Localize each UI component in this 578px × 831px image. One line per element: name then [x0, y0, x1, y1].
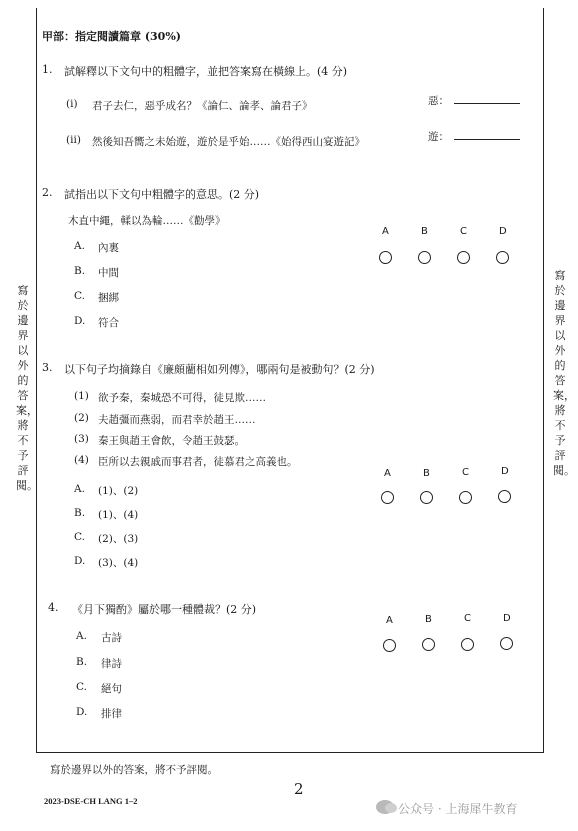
q4-bubble-c[interactable]: [461, 638, 474, 651]
q3-sentence-3-text: 秦王與趙王會飲，令趙王鼓瑟。: [98, 435, 245, 447]
q1-item-ii-text: 然後知吾嚮之未始遊，遊於是乎始……《始得西山宴遊記》: [92, 136, 365, 148]
q2-stem: 試指出以下文句中粗體字的意思。(2 分): [64, 188, 260, 201]
q4-choice-d-letter: D.: [76, 706, 88, 718]
q1-number: 1.: [42, 63, 53, 76]
q1-item-ii-answer-line[interactable]: [454, 139, 520, 140]
q2-bubble-label-b: B: [421, 226, 428, 237]
section-title: 甲部：指定閱讀篇章 (30%): [42, 30, 181, 43]
q4-bubble-b[interactable]: [422, 638, 435, 651]
q3-choice-b-letter: B.: [74, 507, 86, 519]
q3-sentence-2-number: (2): [74, 412, 89, 424]
page-number: 2: [294, 780, 304, 798]
watermark-text: 公众号 · 上海犀牛教育: [398, 802, 518, 816]
q3-choice-d-text: (3)、(4): [98, 557, 139, 569]
q3-sentence-2-text: 夫趙彊而燕弱，而君幸於趙王……: [98, 414, 256, 426]
wechat-icon: [376, 800, 394, 814]
q4-choice-b-text: 律詩: [101, 658, 122, 670]
q3-choice-a-text: (1)、(2): [98, 485, 139, 497]
q1-item-i-blank-label: 惡：: [428, 95, 449, 107]
q1-item-ii-blank-label: 遊：: [428, 131, 449, 143]
q4-choice-c-letter: C.: [76, 681, 87, 693]
q2-bubble-b[interactable]: [418, 251, 431, 264]
q4-choice-c-text: 絕句: [101, 683, 122, 695]
q4-bubble-label-b: B: [425, 614, 432, 625]
q2-choice-d-letter: D.: [74, 315, 86, 327]
q1-item-i-answer-line[interactable]: [454, 103, 520, 104]
q2-number: 2.: [42, 186, 53, 199]
q2-choice-a-text: 內裏: [98, 242, 119, 254]
q3-stem: 以下句子均摘錄自《廉頗藺相如列傳》，哪兩句是被動句？(2 分): [64, 363, 375, 376]
q4-choice-d-text: 排律: [101, 708, 122, 720]
q2-bubble-label-c: C: [460, 226, 467, 237]
q4-bubble-label-a: A: [386, 615, 393, 626]
right-margin-note: 寫於邊界以外的答案，將不予評閱。: [553, 269, 575, 477]
q2-bubble-label-d: D: [499, 226, 507, 237]
q3-bubble-label-b: B: [423, 468, 430, 479]
q3-bubble-d[interactable]: [498, 490, 511, 503]
q4-bubble-label-c: C: [464, 613, 471, 624]
q2-bubble-label-a: A: [382, 226, 389, 237]
q3-choice-a-letter: A.: [74, 483, 85, 495]
q3-sentence-3-number: (3): [74, 433, 89, 445]
q1-item-i-number: (i): [66, 98, 78, 110]
q3-bubble-b[interactable]: [420, 491, 433, 504]
q3-bubble-c[interactable]: [459, 491, 472, 504]
q2-choice-c-letter: C.: [74, 290, 85, 302]
q1-item-ii-number: (ii): [66, 134, 81, 146]
q2-choice-b-letter: B.: [74, 265, 86, 277]
q3-bubble-label-d: D: [501, 466, 509, 477]
q1-stem: 試解釋以下文句中的粗體字，並把答案寫在橫線上。(4 分): [64, 65, 348, 78]
q3-choice-c-letter: C.: [74, 531, 85, 543]
q4-number: 4.: [48, 601, 59, 614]
q4-bubble-a[interactable]: [383, 639, 396, 652]
q3-choice-b-text: (1)、(4): [98, 509, 139, 521]
q4-choice-b-letter: B.: [76, 656, 88, 668]
q4-bubble-d[interactable]: [500, 637, 513, 650]
q2-bubble-c[interactable]: [457, 251, 470, 264]
q4-bubble-label-d: D: [503, 613, 511, 624]
q2-choice-a-letter: A.: [74, 240, 85, 252]
q2-bubble-a[interactable]: [379, 251, 392, 264]
q3-sentence-4-number: (4): [74, 454, 89, 466]
q3-bubble-label-c: C: [462, 467, 469, 478]
q2-choice-c-text: 捆綁: [98, 292, 119, 304]
q3-number: 3.: [42, 361, 53, 374]
q3-choice-c-text: (2)、(3): [98, 533, 139, 545]
q4-choice-a-text: 古詩: [101, 632, 122, 644]
q2-choice-d-text: 符合: [98, 317, 119, 329]
q4-choice-a-letter: A.: [76, 630, 87, 642]
q2-choice-b-text: 中間: [98, 267, 119, 279]
q3-choice-d-letter: D.: [74, 555, 86, 567]
q4-stem: 《月下獨酌》屬於哪一種體裁？(2 分): [72, 603, 257, 616]
q3-bubble-a[interactable]: [381, 491, 394, 504]
q1-item-i-text: 君子去仁，惡乎成名？《論仁、論孝、論君子》: [92, 100, 313, 112]
q2-quote: 木直中繩，輮以為輪……《勸學》: [68, 215, 226, 227]
q3-bubble-label-a: A: [384, 468, 391, 479]
q3-sentence-1-text: 欲予秦，秦城恐不可得，徒見欺……: [98, 392, 266, 404]
paper-code: 2023-DSE-CH LANG 1–2: [44, 796, 138, 806]
left-margin-note: 寫於邊界以外的答案，將不予評閱。: [16, 284, 38, 492]
footer-note: 寫於邊界以外的答案，將不予評閱。: [50, 764, 218, 776]
q3-sentence-1-number: (1): [74, 390, 89, 402]
q2-bubble-d[interactable]: [496, 251, 509, 264]
q3-sentence-4-text: 臣所以去親戚而事君者，徒慕君之高義也。: [98, 456, 298, 468]
